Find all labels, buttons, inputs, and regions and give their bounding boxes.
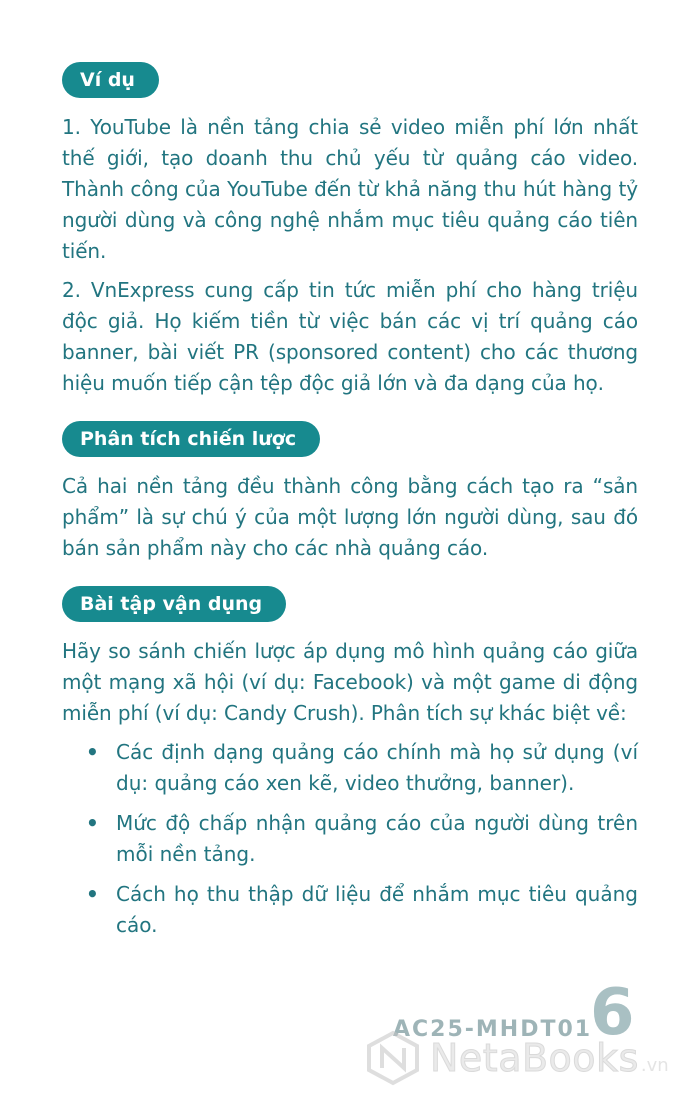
bullet-icon: • — [86, 740, 99, 764]
section-heading-example: Ví dụ — [62, 62, 159, 98]
list-item — [62, 808, 638, 870]
analysis-paragraph: Cả hai nền tảng đều thành công bằng cách tạo ra “sản phẩm” là sự chú ý của một lượng lớn người dùng, sau đó bán sản phẩm này cho các nhà quảng cáo. — [62, 474, 638, 560]
example-paragraph-1: 1. YouTube là nền tảng chia sẻ video miễn phí lớn nhất thế giới, tạo doanh thu chủ yếu từ quảng cáo video. Thành công của YouTube đến từ khả năng thu hút hàng tỷ người dùng và công nghệ nhắm mục tiêu quảng cáo tiên tiến. — [62, 115, 638, 263]
page-number: 6 — [590, 976, 635, 1050]
bullet-text: Cách họ thu thập dữ liệu để nhắm mục tiêu quảng cáo. — [116, 882, 638, 937]
watermark-suffix: .vn — [640, 1054, 669, 1076]
list-item — [62, 737, 638, 799]
section-heading-analysis: Phân tích chiến lược — [62, 421, 320, 457]
section-heading-exercise: Bài tập vận dụng — [62, 586, 286, 622]
list-item — [62, 879, 638, 941]
watermark-brand: NetaBooks — [430, 1036, 639, 1080]
bullet-icon: • — [86, 811, 99, 835]
exercise-intro: Hãy so sánh chiến lược áp dụng mô hình quảng cáo giữa một mạng xã hội (ví dụ: Facebook) và một game di động miễn phí (ví dụ: Candy Crush). Phân tích sự khác biệt về: — [62, 639, 638, 725]
page-content — [62, 62, 638, 950]
watermark — [364, 1030, 669, 1086]
bullet-text: Các định dạng quảng cáo chính mà họ sử dụng (ví dụ: quảng cáo xen kẽ, video thưởng, banner). — [116, 740, 638, 795]
hexagon-logo-icon — [364, 1030, 422, 1086]
exercise-bullet-list — [62, 737, 638, 941]
bullet-text: Mức độ chấp nhận quảng cáo của người dùng trên mỗi nền tảng. — [116, 811, 638, 866]
example-paragraph-2: 2. VnExpress cung cấp tin tức miễn phí cho hàng triệu độc giả. Họ kiếm tiền từ việc bán các vị trí quảng cáo banner, bài viết PR (sponsored content) cho các thương hiệu muốn tiếp cận tệp độc giả lớn và đa dạng của họ. — [62, 278, 638, 395]
document-code: AC25-MHDT01 — [393, 1017, 593, 1042]
bullet-icon: • — [86, 882, 99, 906]
